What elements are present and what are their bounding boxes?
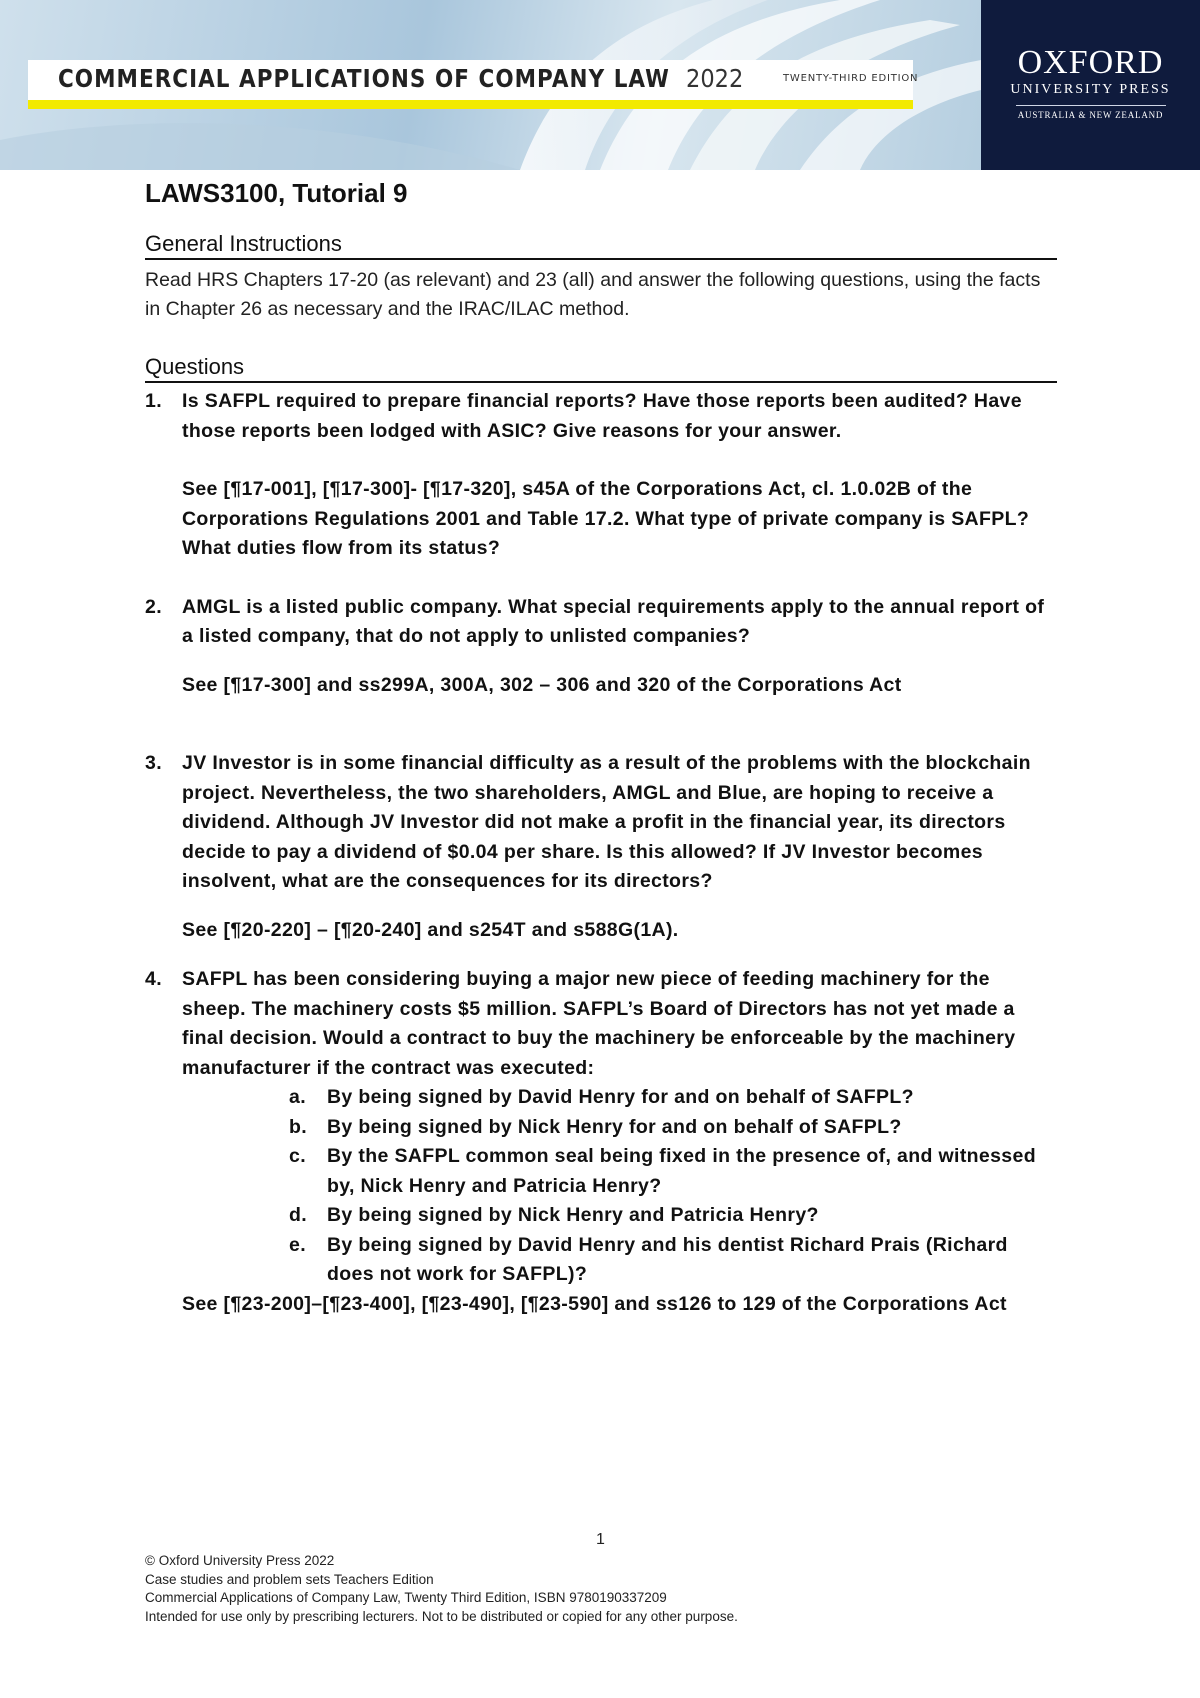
question-item [145,387,1057,564]
question-item [145,593,1057,701]
book-year: 2022 [686,64,744,93]
publisher-logo [981,0,1200,170]
sub-question-letter: d. [289,1204,308,1226]
question-text: Is SAFPL required to prepare financial reports? Have those reports been audited? Have those reports been lodged with ASIC? Give reasons for your answer. [182,390,1022,442]
question-reference: See [¶17-300] and ss299A, 300A, 302 – 306 and 320 of the Corporations Act [182,673,902,696]
footer-copyright: © Oxford University Press 2022 [145,1553,335,1568]
banner-title-strip [28,60,919,109]
question-text: AMGL is a listed public company. What special requirements apply to the annual report of a listed company, that do not apply to unlisted companies? [182,595,1045,647]
sub-question-item [145,1083,1057,1113]
publisher-divider [1016,105,1166,106]
page-footer [145,1552,738,1626]
sub-question-text: By being signed by Nick Henry and Patricia Henry? [327,1204,819,1226]
question-text: JV Investor is in some financial difficulty as a result of the problems with the blockchain project. Nevertheless, the two shareholders, AMGL and Blue, are hoping to receive a dividend. Although JV Investor did not make a profit in the financial year, its directors decide to pay a dividend of $0.04 per share. Is this allowed? If JV Investor becomes insolvent, what are the consequences for its directors? [182,752,1031,892]
page-title: LAWS3100, Tutorial 9 [145,178,408,208]
question-number: 1. [145,390,162,412]
question-number: 3. [145,752,162,774]
sub-question-letter: e. [289,1233,306,1256]
question-reference: See [¶20-220] – [¶20-240] and s254T and s588G(1A). [182,918,679,941]
question-item [145,965,1057,1319]
question-number: 4. [145,968,162,990]
question-reference: See [¶23-200]–[¶23-400], [¶23-490], [¶23-590] and ss126 to 129 of the Corporations Act [182,1292,1007,1315]
general-instructions-heading: General Instructions [145,231,1057,260]
sub-question-text: By the SAFPL common seal being fixed in the presence of, and witnessed by, Nick Henry and Patricia Henry? [327,1145,1036,1197]
publisher-line2: UNIVERSITY PRESS [1010,82,1171,97]
sub-question-text: By being signed by David Henry for and on behalf of SAFPL? [327,1086,914,1108]
sub-question-item [145,1201,1057,1231]
sub-question-text: By being signed by David Henry and his dentist Richard Prais (Richard does not work for SAFPL)? [327,1233,1008,1285]
document-body [145,178,1057,1319]
footer-line: Intended for use only by prescribing lecturers. Not to be distributed or copied for any other purpose. [145,1608,738,1624]
sub-question-list [182,1083,1057,1290]
publisher-region: AUSTRALIA & NEW ZEALAND [1017,110,1164,120]
sub-question-letter: a. [289,1086,306,1108]
question-item [145,749,1057,945]
question-number: 2. [145,595,162,618]
sub-question-text: By being signed by Nick Henry for and on behalf of SAFPL? [327,1115,902,1138]
sub-question-item [145,1231,1057,1290]
instructions-text: Read HRS Chapters 17-20 (as relevant) and 23 (all) and answer the following questions, using the facts in Chapter 26 as necessary and the IRAC/ILAC method. [145,269,1041,320]
question-text: SAFPL has been considering buying a major new piece of feeding machinery for the sheep. The machinery costs $5 million. SAFPL’s Board of Directors has not yet made a final decision. Would a contract to buy the machinery be enforceable by the machinery manufacturer if the contract was executed: [182,968,1016,1079]
book-title: COMMERCIAL APPLICATIONS OF COMPANY LAW [58,64,670,93]
page-number: 1 [596,1531,605,1548]
header-banner [0,0,1200,170]
sub-question-letter: c. [289,1145,306,1167]
question-reference: See [¶17-001], [¶17-300]- [¶17-320], s45A of the Corporations Act, cl. 1.0.02B of the Corporations Regulations 2001 and Table 17.2. What type of private company is SAFPL? What duties flow from its status? [182,478,1030,559]
footer-line: Commercial Applications of Company Law, Twenty Third Edition, ISBN 9780190337209 [145,1590,667,1606]
question-list [145,387,1057,1319]
sub-question-item [145,1113,1057,1143]
questions-heading: Questions [145,354,1057,383]
book-edition: TWENTY-THIRD EDITION [783,73,919,84]
publisher-name: OXFORD [1017,44,1164,81]
sub-question-item [145,1142,1057,1201]
sub-question-letter: b. [289,1115,308,1138]
footer-line: Case studies and problem sets Teachers Edition [145,1571,434,1587]
